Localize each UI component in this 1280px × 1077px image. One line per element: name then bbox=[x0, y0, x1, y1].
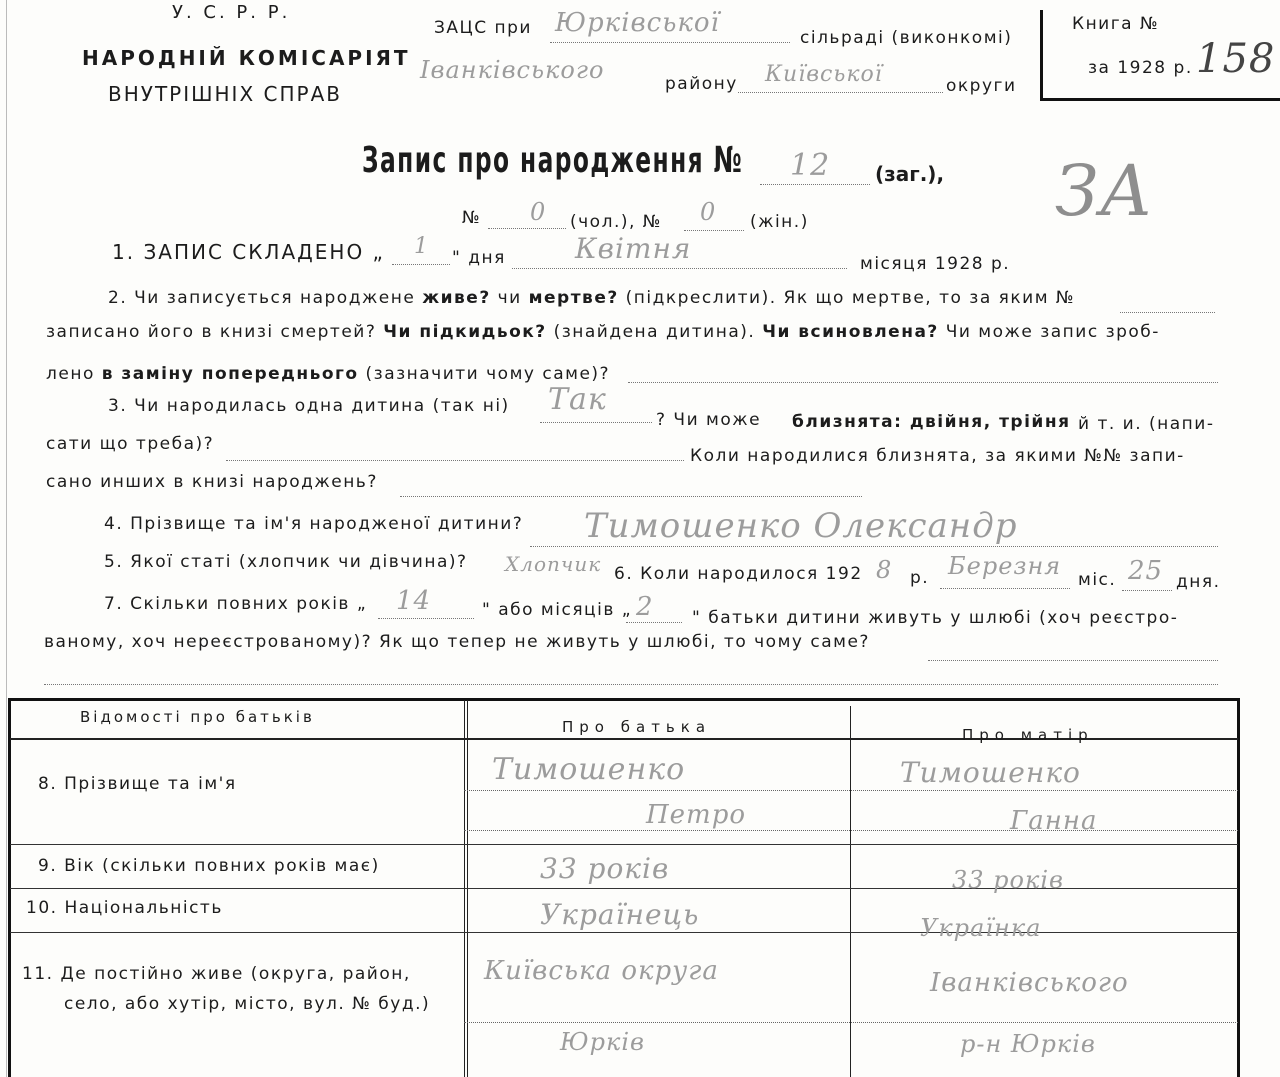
row11-label-line2: село, або хутір, місто, вул. № буд.) bbox=[64, 994, 431, 1014]
q2-specify: (зазначити чому саме)? bbox=[365, 364, 611, 384]
row8-father-name: Петро bbox=[646, 800, 747, 830]
q3-line1-d: й т. и. (напи- bbox=[1078, 414, 1215, 434]
q7-line1-a: 7. Скільки повних років „ bbox=[104, 594, 368, 614]
q5-label: 5. Якої статі (хлопчик чи дівчина)? bbox=[104, 552, 468, 572]
q1-month-label: місяця 1928 р. bbox=[860, 254, 1011, 274]
q1-day-value: 1 bbox=[414, 234, 429, 259]
table-head-father: Про батька bbox=[562, 718, 712, 736]
q6-label-d: дня. bbox=[1176, 572, 1221, 592]
q2-text-e2: Чи може запис зроб- bbox=[945, 322, 1160, 342]
district-label: району bbox=[665, 74, 738, 94]
q1-month-value: Квітня bbox=[575, 232, 692, 265]
q2-line3 bbox=[46, 364, 610, 384]
title-suffix: (заг.), bbox=[875, 162, 945, 186]
q7-years-value: 14 bbox=[396, 586, 432, 616]
q6-day-value: 25 bbox=[1128, 556, 1164, 586]
q4-value: Тимошенко Олександр bbox=[584, 506, 1018, 546]
zags-suffix: сільраді (виконкомі) bbox=[800, 28, 1013, 48]
q2-adopted: Чи всиновлена? bbox=[762, 322, 939, 342]
male-number-prefix: № bbox=[462, 208, 482, 228]
q2-replacement: в заміну попереднього bbox=[101, 364, 359, 384]
q2-or: чи bbox=[497, 288, 522, 308]
book-label: Книга № bbox=[1072, 14, 1160, 34]
q5-value: Хлопчик bbox=[505, 552, 602, 576]
department-heading: ВНУТРІШНІХ СПРАВ bbox=[108, 82, 342, 106]
row10-label: 10. Національність bbox=[26, 898, 223, 918]
record-number: 12 bbox=[790, 148, 831, 183]
q2-found-child: (знайдена дитина). bbox=[553, 322, 756, 342]
row9-mother-age: 33 років bbox=[952, 866, 1064, 894]
q2-foundling: Чи підкидьок? bbox=[383, 322, 547, 342]
q3-line1-a: 3. Чи народилась одна дитина (так ні) bbox=[108, 396, 510, 416]
q6-label-a: 6. Коли народилося 192 bbox=[614, 564, 863, 584]
row8-label: 8. Прізвище та ім'я bbox=[38, 774, 237, 794]
q7-line1-c: " батьки дитини живуть у шлюбі (хоч реєстро- bbox=[692, 608, 1179, 628]
q7-months-value: 2 bbox=[636, 592, 654, 622]
q7-line2: ваному, хоч нереєстрованому)? Як що тепер не живуть у шлюбі, то чому саме? bbox=[44, 632, 870, 652]
republic-heading: У. С. Р. Р. bbox=[172, 2, 291, 23]
zags-prefix: ЗАЦС при bbox=[434, 18, 532, 38]
q3-answer: Так bbox=[548, 382, 607, 417]
commissariat-heading: НАРОДНІЙ КОМІСАРІЯТ bbox=[82, 46, 411, 70]
q3-twins: близнята: двійня, трійня bbox=[792, 412, 1071, 432]
q2-line2 bbox=[46, 322, 1160, 342]
male-label: (чол.), № bbox=[570, 212, 662, 232]
book-year-label: за 1928 р. bbox=[1088, 58, 1193, 78]
q2-deaths-question: записано його в книзі смертей? bbox=[46, 322, 377, 342]
row10-father-nationality: Українець bbox=[540, 898, 700, 931]
q6-label-c: міс. bbox=[1078, 570, 1117, 590]
q6-year-value: 8 bbox=[876, 556, 893, 584]
q3-line1-b: ? Чи може bbox=[656, 410, 762, 430]
q3-line2-b: Коли народилися близнята, за якими №№ запи- bbox=[690, 446, 1185, 466]
row11-mother-residence: Іванківського bbox=[930, 968, 1129, 998]
page-title: Запис про народження № bbox=[362, 140, 744, 181]
zags-village-value: Юрківської bbox=[555, 8, 720, 38]
book-number: 158 bbox=[1196, 36, 1276, 82]
row9-label: 9. Вік (скільки повних років має) bbox=[38, 856, 380, 876]
row8-father-surname: Тимошенко bbox=[492, 752, 686, 787]
q3-line3: сано инших в книзі народжень? bbox=[46, 472, 378, 492]
signature: ЗА bbox=[1055, 150, 1154, 232]
female-number-value: 0 bbox=[700, 198, 717, 226]
row8-mother-surname: Тимошенко bbox=[900, 756, 1081, 789]
q6-label-b: р. bbox=[910, 568, 930, 588]
q1-day-label: " дня bbox=[452, 248, 506, 268]
okrug-label: округи bbox=[946, 76, 1017, 96]
q2-text-a: 2. Чи записується народжене bbox=[108, 288, 416, 308]
row9-father-age: 33 років bbox=[540, 852, 670, 885]
q2-dead: мертве? bbox=[528, 288, 619, 308]
row11-label-line1: 11. Де постійно живе (округа, район, bbox=[22, 964, 411, 984]
page-binding-edge bbox=[0, 0, 7, 1077]
q3-line2-a: сати що треба)? bbox=[46, 434, 215, 454]
q2-text-e: (підкреслити). Як що мертве, то за яким № bbox=[625, 288, 1076, 308]
q2-made: лено bbox=[46, 364, 95, 384]
q2-alive: живе? bbox=[422, 288, 491, 308]
row11-father-residence: Київська округа bbox=[484, 956, 719, 986]
row11-father-village: Юрків bbox=[560, 1028, 645, 1056]
q2-line1 bbox=[108, 288, 1075, 308]
row10-mother-nationality: Українка bbox=[920, 914, 1042, 942]
female-label: (жін.) bbox=[750, 212, 809, 232]
row8-mother-name: Ганна bbox=[1010, 806, 1098, 836]
district-value: Іванківського bbox=[420, 56, 605, 84]
table-head-info: Відомості про батьків bbox=[80, 708, 315, 726]
q1-label: 1. ЗАПИС СКЛАДЕНО „ bbox=[112, 240, 385, 264]
q4-label: 4. Прізвище та ім'я народженої дитини? bbox=[104, 514, 524, 534]
row11-mother-village: р-н Юрків bbox=[960, 1030, 1096, 1058]
q6-month-value: Березня bbox=[948, 552, 1062, 580]
okrug-value: Київської bbox=[765, 62, 883, 87]
table-head-mother: Про матір bbox=[962, 726, 1094, 744]
male-number-value: 0 bbox=[530, 198, 547, 226]
q7-line1-b: " або місяців „ bbox=[482, 600, 633, 620]
